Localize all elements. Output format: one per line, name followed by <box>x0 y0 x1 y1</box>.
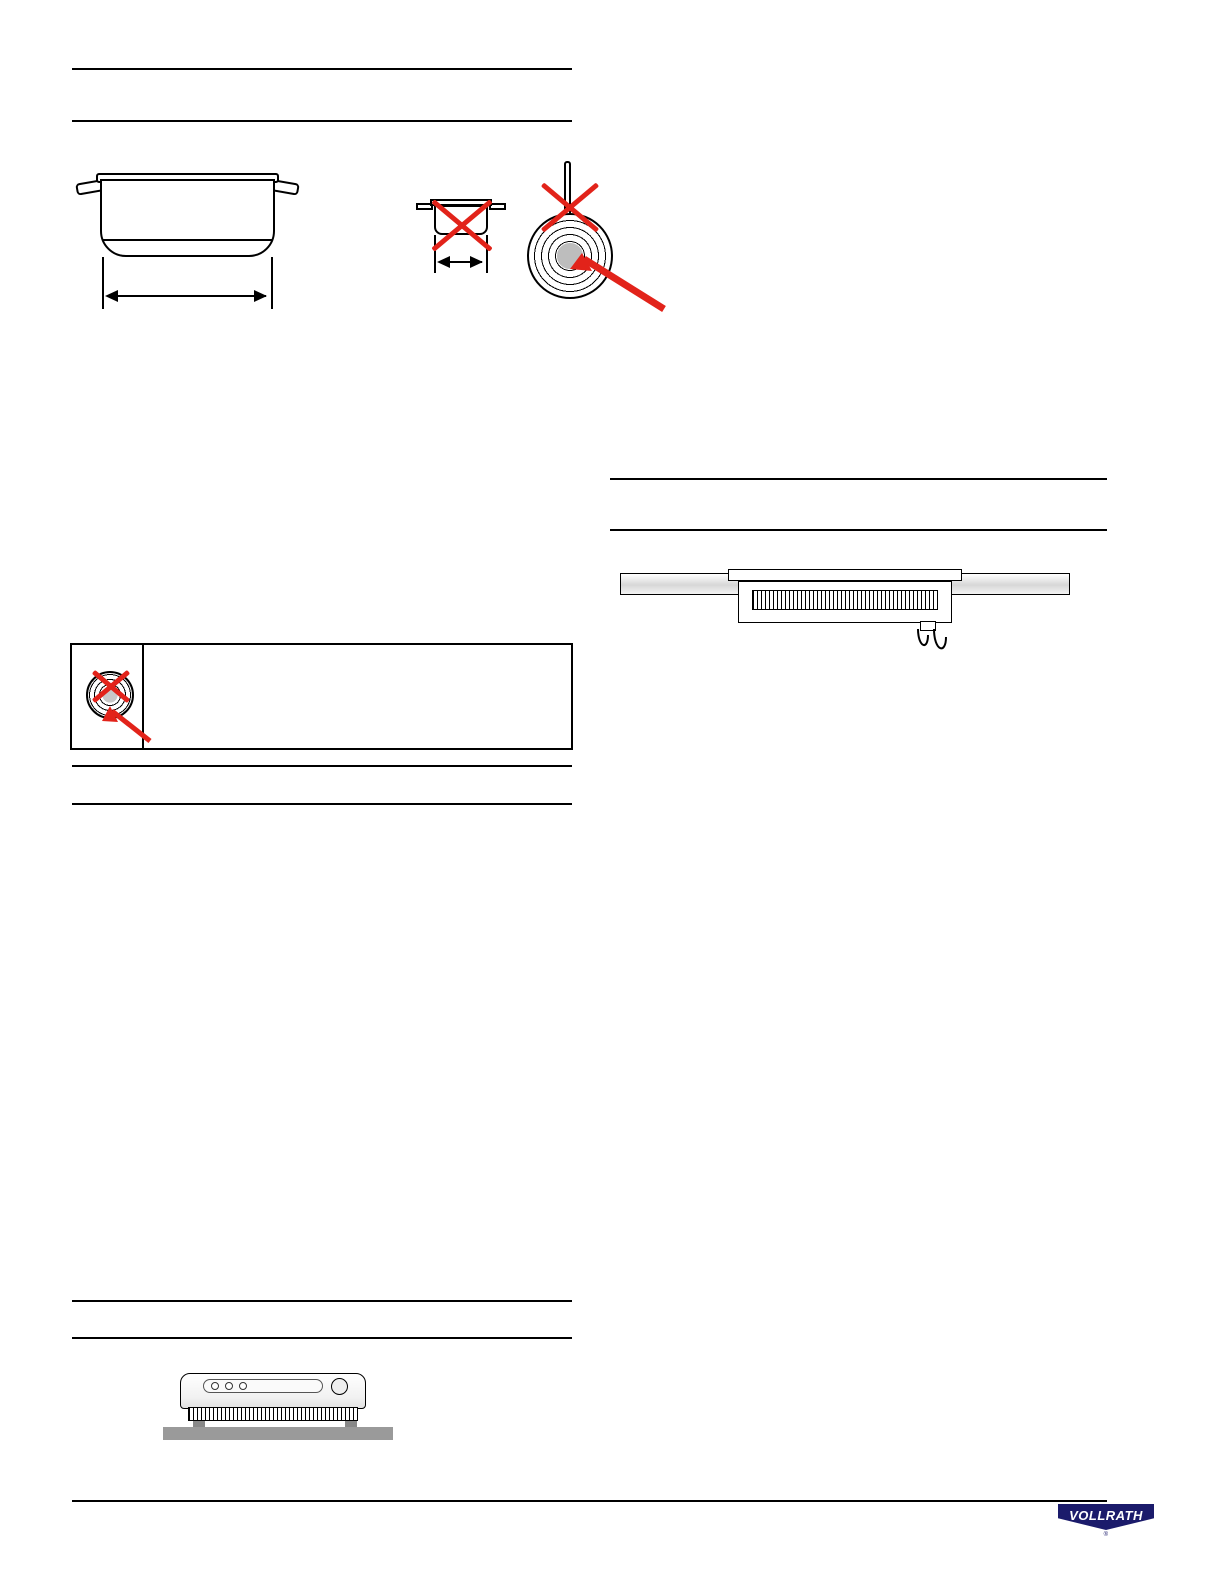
left-lower-rule-heavy <box>72 765 572 767</box>
countertop-control-panel <box>203 1379 323 1393</box>
small-pot-dim-arrowhead-right-icon <box>470 256 483 268</box>
perforated-pan-icon <box>527 213 613 299</box>
countertop-surface <box>163 1427 393 1440</box>
drop-in-unit-figure <box>620 565 1070 655</box>
cookware-sizing-figure <box>72 165 572 340</box>
perforated-pan-small-icon <box>86 671 134 719</box>
counter-surface-left <box>620 573 740 595</box>
drop-in-vent-grille <box>752 590 938 610</box>
pot-dim-arrowhead-left-icon <box>105 290 118 302</box>
perforated-pan-handle-icon <box>564 161 571 217</box>
small-pot-dim-arrowhead-left-icon <box>437 256 450 268</box>
pot-body <box>100 179 275 257</box>
footer-rule <box>72 1500 1107 1502</box>
small-pot-dim-line-right <box>486 235 488 273</box>
control-dot-2-icon <box>225 1382 233 1390</box>
left-lower-rule-thin <box>72 803 572 805</box>
pot-base-band <box>102 239 273 241</box>
drop-in-power-cord-icon <box>912 629 972 659</box>
pot-dim-arrow-bar <box>108 295 266 297</box>
pot-dim-line-right <box>271 257 273 309</box>
right-section-rule-thin <box>610 529 1107 531</box>
small-pot-dim-line-left <box>434 235 436 273</box>
control-dot-3-icon <box>239 1382 247 1390</box>
countertop-vent-grille <box>188 1407 358 1421</box>
logo-wordmark: VOLLRATH <box>1069 1508 1143 1523</box>
pot-dim-line-left <box>102 257 104 309</box>
pot-dim-arrowhead-right-icon <box>254 290 267 302</box>
control-dot-1-icon <box>211 1382 219 1390</box>
left-bottom-rule-heavy <box>72 1300 572 1302</box>
right-section-rule-heavy <box>610 478 1107 480</box>
vollrath-logo <box>1058 1504 1154 1546</box>
warning-box <box>70 643 573 750</box>
counter-surface-right <box>950 573 1070 595</box>
small-pot-body <box>434 205 488 235</box>
countertop-control-knob <box>331 1378 348 1395</box>
logo-registered-mark: ® <box>1103 1532 1109 1538</box>
left-section-rule-heavy <box>72 68 572 70</box>
drop-in-top-flange <box>728 569 962 581</box>
left-bottom-rule-thin <box>72 1337 572 1339</box>
countertop-induction-unit-figure <box>163 1363 393 1443</box>
warning-box-icon-cell <box>72 645 144 748</box>
left-section-rule-thin <box>72 120 572 122</box>
